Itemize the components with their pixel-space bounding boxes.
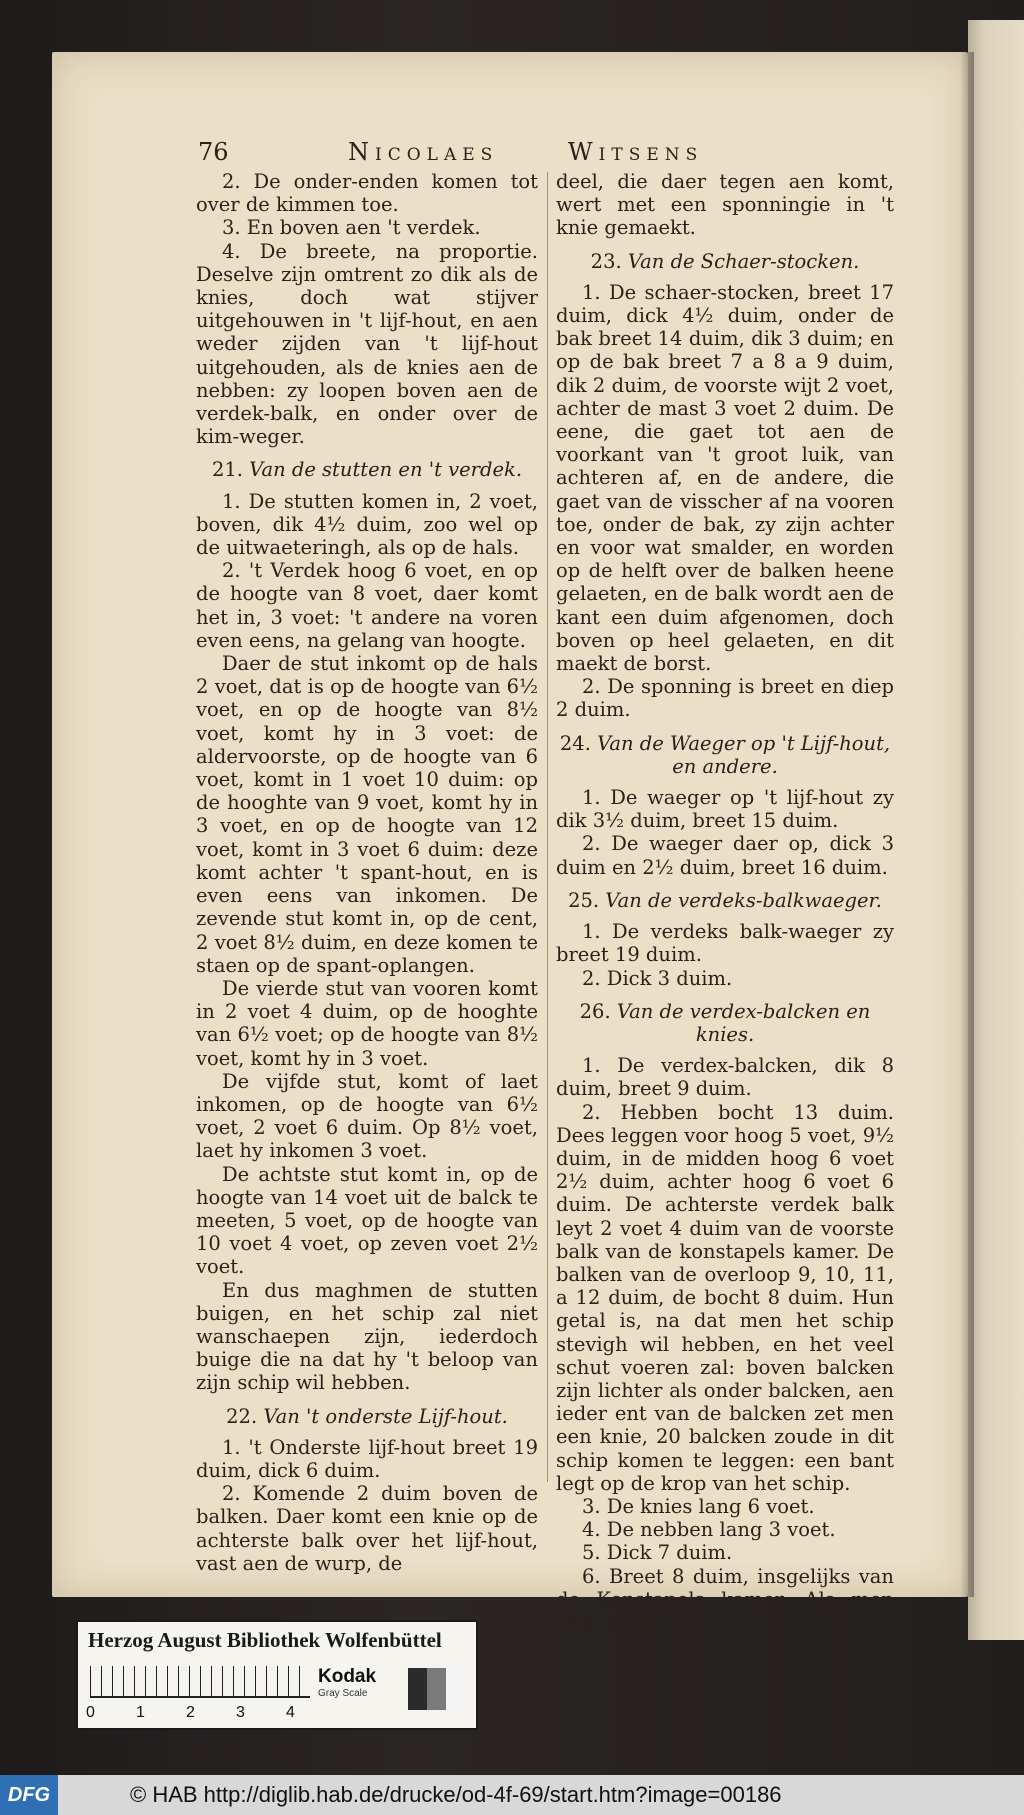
source-url: © HAB http://diglib.hab.de/drucke/od-4f-69/start.htm?image=00186 xyxy=(130,1782,782,1807)
gray-scale-text: Gray Scale xyxy=(318,1688,368,1699)
paragraph: 2. Dick 3 duim. xyxy=(582,966,733,990)
section-heading xyxy=(196,1405,538,1428)
library-color-target xyxy=(76,1620,478,1730)
paragraph: 1. 't Onderste lijf-hout breet 19 duim, dick 6 duim. xyxy=(196,1435,538,1482)
section-heading xyxy=(556,250,894,273)
paragraph: 2. Komende 2 duim boven de balken. Daer komt een knie op de achterste balk over het lijf-hout, vast aen de wurp, de xyxy=(196,1482,538,1575)
column-divider xyxy=(547,172,548,1482)
paragraph: 4. De breete, na proportie. Deselve zijn omtrent zo dik als de knies, doch wat stijver uitgehouwen in 't lijf-hout, en aen weder zijden van 't lijf-hout uitgehouden, als de knies aen de nebben: zy loopen boven aen de verdek-balk, en onder over de kim-weger. xyxy=(196,239,538,449)
section-title: Van de Schaer-stocken. xyxy=(627,249,860,273)
section-heading xyxy=(556,889,894,912)
section-number: 21. xyxy=(211,458,250,482)
gray-swatch xyxy=(427,1668,446,1710)
right-text-column xyxy=(556,170,894,1657)
header-author-last: Witsens xyxy=(568,138,704,166)
paragraph: Daer de stut inkomt op de hals 2 voet, dat is op de hoogte van 6½ voet, en op de hoogte van 8½ voet, komt hy in 3 voet: de aldervoorste, op de hoogte van 6 voet, komt in 1 voet 10 duim: op de hooghte van 9 voet, komt hy in 3 voet, en op de hoogte van 12 voet, komt in 3 voet 6 duim: deze komt achter 't spant-hout, en is even eens van inkomen. De zevende stut komt in, op de cent, 2 voet 8½ duim, en deze komen te staen op de spant-oplangen. xyxy=(196,652,538,977)
library-name: Herzog August Bibliothek Wolfenbüttel xyxy=(88,1628,442,1652)
page-number: 76 xyxy=(198,138,229,166)
paragraph: 2. De waeger daer op, dick 3 duim en 2½ duim, breet 16 duim. xyxy=(556,832,894,879)
scale-ruler xyxy=(90,1666,310,1698)
section-title: Van 't onderste Lijf-hout. xyxy=(263,1404,508,1428)
left-text-column xyxy=(196,170,538,1575)
paragraph: 2. De onder-enden komen tot over de kimmen toe. xyxy=(196,170,538,217)
ruler-number: 4 xyxy=(286,1704,295,1721)
paragraph: 5. Dick 7 duim. xyxy=(582,1541,733,1565)
kodak-brand xyxy=(318,1666,376,1699)
paragraph: 3. De knies lang 6 voet. xyxy=(582,1494,815,1518)
section-title: Van de Waeger op 't Lijf-hout, en andere. xyxy=(597,731,891,778)
page-gutter-shadow xyxy=(960,52,974,1597)
paragraph: 1. De verdeks balk-waeger zy breet 19 duim. xyxy=(556,920,894,967)
gray-swatch xyxy=(446,1668,465,1710)
ruler-number: 2 xyxy=(186,1704,195,1721)
paragraph: 2. 't Verdek hoog 6 voet, en op de hoogte van 8 voet, daer komt het in, 3 voet: 't andere na voren even eens, na gelang van hoogte. xyxy=(196,559,538,652)
paragraph: 1. De schaer-stocken, breet 17 duim, dick 4½ duim, onder de bak breet 14 duim, dik 3 duim; en op de bak breet 7 a 8 a 9 duim, dik 2 duim, de voorste wijt 2 voet, achter de mast 3 voet 2 duim. De eene, die gaet tot aen de voorkant van 't groot luik, van achteren af, en de andere, die gaet van de visscher af na vooren toe, onder de bak, zy zijn achter en voor wat smalder, en worden op de helft over de balken heene gelaeten, en de balk wordt aen de kant een duim afgenomen, doch boven op heel gelaeten, en dit maekt de borst. xyxy=(556,280,894,676)
header-author-first: Nicolaes xyxy=(348,138,499,166)
section-number: 23. xyxy=(590,249,628,273)
section-number: 26. xyxy=(579,999,617,1023)
paragraph: 2. De sponning is breet en diep 2 duim. xyxy=(556,675,894,722)
paragraph: En dus maghmen de stutten buigen, en het schip zal niet wanschaepen zijn, iederdoch buige die na dat hy 't beloop van zijn schip wil hebben. xyxy=(196,1278,538,1395)
catchword: lichte xyxy=(824,1634,880,1658)
section-heading xyxy=(556,732,894,778)
ruler-number: 3 xyxy=(236,1704,245,1721)
paragraph: De achtste stut komt in, op de hoogte van 14 voet uit de balck te meeten, 5 voet, op de hoogte van 10 voet 4 voet, op zeven voet 2½ voet. xyxy=(196,1162,538,1279)
section-number: 22. xyxy=(226,1404,264,1428)
section-number: 24. xyxy=(559,731,598,755)
paragraph: De vierde stut van vooren komt in 2 voet 4 duim, op de hooghte van 6½ voet; op de hoogte van 8½ voet, komt hy in 3 voet. xyxy=(196,976,538,1070)
section-title: Van de verdex-balcken en knies. xyxy=(616,999,871,1046)
gray-swatches xyxy=(408,1668,466,1710)
ruler-number: 1 xyxy=(136,1704,145,1721)
running-header xyxy=(198,138,738,172)
facing-page-edge xyxy=(968,20,1024,1640)
paragraph: 4. De nebben lang 3 voet. xyxy=(582,1518,836,1542)
footer-bar xyxy=(0,1775,1024,1815)
ruler-numbers xyxy=(86,1704,346,1724)
section-number: 25. xyxy=(568,888,606,912)
paragraph: 3. En boven aen 't verdek. xyxy=(222,216,481,240)
paragraph: 1. De stutten komen in, 2 voet, boven, dik 4½ duim, zoo wel op de uitwaeteringh, als op de hals. xyxy=(196,489,538,560)
paragraph: De vijfde stut, komt of laet inkomen, op de hoogte van 6½ voet, 2 voet 6 duim. Op 8½ voet, laet hy inkomen 3 voet. xyxy=(196,1069,538,1163)
ruler-number: 0 xyxy=(86,1704,95,1721)
section-heading xyxy=(196,458,538,481)
gray-swatch xyxy=(408,1668,427,1710)
paragraph: 2. Hebben bocht 13 duim. Dees leggen voor hoog 5 voet, 9½ duim, in de midden hoog 6 voet 2½ duim, achter hoog 6 voet 6 duim. De achterste verdek balk leyt 2 voet 4 duim van de voorste balk van de konstapels kamer. De balken van de overloop 9, 10, 11, a 12 duim, de bocht 8 duim. Hun getal is, na dat men het schip stevigh wil hebben, en het veel schut voeren zal: boven balcken zijn lichter als onder balcken, aen ieder ent van de balcken zet men een knie, 20 balcken zoude in dit schip komen te leggen: een bant legt op de krop van het schip. xyxy=(556,1100,894,1495)
paragraph: 1. De verdex-balcken, dik 8 duim, breet 9 duim. xyxy=(556,1054,894,1101)
kodak-logo-text: Kodak xyxy=(318,1666,377,1687)
paragraph: 1. De waeger op 't lijf-hout zy dik 3½ duim, breet 15 duim. xyxy=(556,786,894,833)
section-heading xyxy=(556,1000,894,1046)
dfg-logo: DFG xyxy=(0,1775,58,1815)
paragraph: deel, die daer tegen aen komt, wert met een sponningie in 't knie gemaekt. xyxy=(556,170,894,240)
section-title: Van de stutten en 't verdek. xyxy=(249,458,523,482)
paragraph: 6. Breet 8 duim, insgelijks van de Konstapels kamer. Als men swaere en xyxy=(556,1564,894,1634)
section-title: Van de verdeks-balkwaeger. xyxy=(605,888,882,912)
